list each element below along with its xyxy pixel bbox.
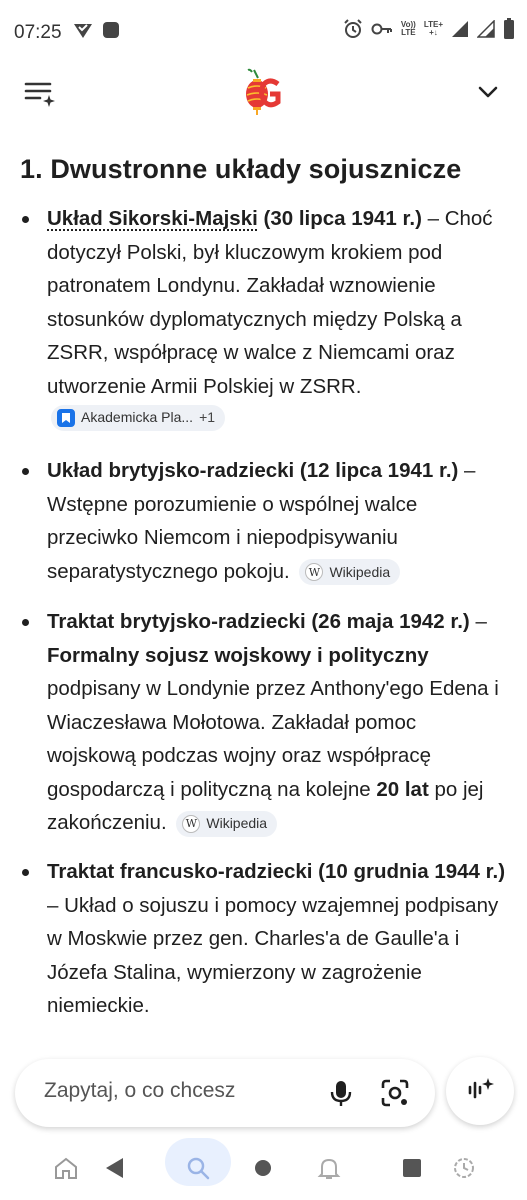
item-body: podpisany w Londynie przez Anthony'ego Edena i Wiaczesława Mołotowa. Zakładał pomoc wojskową podczas wojny oraz współpracę gospodarczą i polityczną na kolejne	[47, 677, 499, 801]
nav-notifications[interactable]	[313, 1154, 345, 1186]
bookmark-icon	[57, 409, 75, 427]
activity-icon	[451, 1155, 477, 1186]
live-button[interactable]	[446, 1057, 514, 1125]
back-icon	[103, 1156, 125, 1185]
source-chip-extra: +1	[199, 409, 216, 426]
source-chip[interactable]	[299, 559, 400, 585]
battery-icon	[503, 18, 515, 40]
search-icon	[185, 1155, 211, 1186]
source-chip-label: Akademicka Pla...	[81, 409, 194, 426]
lens-icon	[379, 1096, 411, 1113]
item-bold-mid: 20 lat	[376, 777, 429, 801]
list-item	[0, 855, 527, 1023]
app-bar	[0, 62, 527, 122]
bullet	[22, 619, 29, 626]
list-item	[0, 605, 527, 840]
item-dash: –	[469, 610, 487, 633]
item-title: Układ brytyjsko-radziecki (12 lipca 1941 r.)	[47, 459, 459, 482]
item-body-end: po jej zakończeniu.	[47, 777, 484, 834]
status-bar	[0, 0, 527, 62]
lens-button[interactable]	[379, 1077, 411, 1109]
list-item	[0, 202, 527, 437]
app-icon	[102, 21, 120, 39]
alarm-icon	[343, 19, 363, 39]
item-title: Traktat brytyjsko-radziecki (26 maja 1942 r.)	[47, 610, 470, 633]
item-body: – Układ o sojuszu i pomocy wzajemnej podpisany w Moskwie przez gen. Charles'a de Gaulle'a i Józefa Stalina, wymierzony w zagrożenie niemieckie.	[47, 893, 499, 1017]
bullet	[22, 869, 29, 876]
search-input[interactable]: Zapytaj, o co chcesz	[44, 1079, 236, 1102]
nav-search[interactable]	[182, 1154, 214, 1186]
source-chip-label: Wikipedia	[206, 815, 268, 831]
nav-back[interactable]	[98, 1154, 130, 1186]
item-body: – Wstępne porozumienie o wspólnej walce przeciwko Niemcom i niepodpisywaniu separatystycznego pokoju.	[47, 459, 476, 583]
google-doodle-logo[interactable]	[240, 68, 284, 116]
item-title-link[interactable]: Układ Sikorski-Majski	[47, 207, 258, 230]
source-chip[interactable]	[176, 811, 277, 837]
signal-icon	[451, 20, 469, 38]
signal-icon	[477, 20, 495, 38]
chevron-down-icon	[470, 97, 506, 114]
lte-icon: LTE+ +↓	[423, 20, 443, 37]
wikipedia-icon: W	[182, 815, 200, 833]
source-chip[interactable]	[51, 405, 225, 431]
circle-home-icon	[252, 1157, 274, 1184]
collapse-button[interactable]	[470, 74, 506, 110]
item-title: Traktat francusko-radziecki (10 grudnia 1944 r.)	[47, 860, 506, 883]
volte-icon: Vo)) LTE	[400, 20, 416, 37]
bullet	[22, 468, 29, 475]
home-icon	[53, 1155, 79, 1186]
nav-activity[interactable]	[448, 1154, 480, 1186]
bottom-navigation	[0, 1138, 527, 1200]
nav-system-home[interactable]	[247, 1154, 279, 1186]
key-icon	[371, 21, 393, 37]
item-body: – Choć dotyczył Polski, był kluczowym krokiem pod patronatem Londynu. Zakładał wznowienie stosunków dyplomatycznych między Polską a ZSRR, współpracę w walce z Niemcami oraz utworzenie Armii Polskiej w ZSRR.	[47, 207, 493, 398]
mic-icon	[325, 1096, 357, 1113]
nav-recents[interactable]	[396, 1154, 428, 1186]
bullet	[22, 216, 29, 223]
search-bar[interactable]	[15, 1059, 435, 1127]
section-heading: 1. Dwustronne układy sojusznicze	[20, 154, 462, 184]
notifications-icon	[316, 1155, 342, 1186]
status-time: 07:25	[14, 22, 62, 43]
menu-sparkle-icon	[22, 97, 58, 114]
nav-home[interactable]	[50, 1154, 82, 1186]
wikipedia-icon: W	[305, 563, 323, 581]
item-bold-lead: Formalny sojusz wojskowy i polityczny	[47, 643, 429, 667]
recents-icon	[401, 1157, 423, 1184]
live-sparkle-icon	[464, 1073, 496, 1110]
vpn-check-icon	[72, 20, 94, 40]
voice-search-button[interactable]	[325, 1077, 357, 1109]
source-chip-label: Wikipedia	[329, 563, 391, 580]
item-title-date: (30 lipca 1941 r.)	[257, 207, 422, 230]
menu-button[interactable]	[22, 74, 58, 110]
list-item	[0, 454, 527, 588]
